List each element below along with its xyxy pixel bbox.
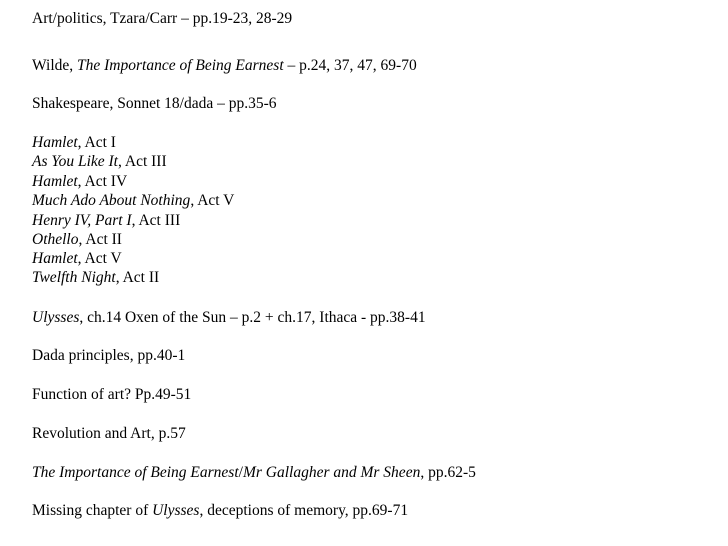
text-line bbox=[32, 463, 476, 482]
text-line bbox=[32, 249, 122, 268]
text-segment: Shakespeare, Sonnet 18/dada – pp.35-6 bbox=[32, 95, 277, 112]
text-segment: – p.24, 37, 47, 69-70 bbox=[283, 57, 417, 74]
text-line bbox=[32, 308, 426, 327]
text-segment: , Act I bbox=[77, 134, 116, 151]
italic-title-text: The Importance of Being Earnest bbox=[77, 57, 284, 74]
text-segment: / bbox=[238, 464, 243, 481]
italic-title-text: Henry IV, Part I bbox=[32, 212, 132, 229]
text-line bbox=[32, 56, 417, 75]
italic-title-text: Othello bbox=[32, 231, 79, 248]
text-segment: , ch.14 Oxen of the Sun – p.2 + ch.17, Ithaca - pp.38-41 bbox=[79, 309, 426, 326]
text-line bbox=[32, 424, 186, 443]
text-segment: , Act III bbox=[117, 153, 167, 170]
text-segment: , Act V bbox=[190, 192, 235, 209]
text-line bbox=[32, 152, 167, 171]
italic-title-text: Twelfth Night bbox=[32, 269, 116, 286]
text-line bbox=[32, 9, 292, 28]
text-segment: , Act V bbox=[77, 250, 122, 267]
text-segment: , Act II bbox=[78, 231, 122, 248]
text-line bbox=[32, 346, 185, 365]
italic-title-text: Hamlet bbox=[32, 134, 78, 151]
text-segment: Function of art? Pp.49-51 bbox=[32, 386, 192, 403]
text-segment: , deceptions of memory, pp.69-71 bbox=[199, 502, 409, 519]
italic-title-text: Hamlet bbox=[32, 173, 78, 190]
text-line bbox=[32, 385, 191, 404]
text-line bbox=[32, 133, 116, 152]
text-segment: Missing chapter of bbox=[32, 502, 153, 519]
text-line bbox=[32, 501, 408, 520]
italic-title-text: Ulysses bbox=[32, 309, 80, 326]
italic-title-text: As You Like It bbox=[32, 153, 118, 170]
italic-title-text: Hamlet bbox=[32, 250, 78, 267]
text-segment: Wilde, bbox=[32, 57, 78, 74]
text-line bbox=[32, 172, 127, 191]
text-segment: , pp.62-5 bbox=[420, 464, 476, 481]
text-segment: , Act III bbox=[131, 212, 181, 229]
text-segment: Art/politics, Tzara/Carr – pp.19-23, 28-29 bbox=[32, 10, 293, 27]
text-line bbox=[32, 94, 277, 113]
text-segment: , Act II bbox=[115, 269, 160, 286]
text-line bbox=[32, 230, 122, 249]
text-segment: Dada principles, pp.40-1 bbox=[32, 347, 186, 364]
text-segment: Revolution and Art, p.57 bbox=[32, 425, 186, 442]
italic-title-text: Mr Gallagher and Mr Sheen bbox=[242, 464, 421, 481]
text-line bbox=[32, 268, 159, 287]
italic-title-text: Much Ado About Nothing bbox=[32, 192, 191, 209]
italic-title-text: Ulysses bbox=[152, 502, 200, 519]
italic-title-text: The Importance of Being Earnest bbox=[32, 464, 239, 481]
text-line bbox=[32, 191, 234, 210]
text-segment: , Act IV bbox=[77, 173, 128, 190]
text-line bbox=[32, 211, 180, 230]
